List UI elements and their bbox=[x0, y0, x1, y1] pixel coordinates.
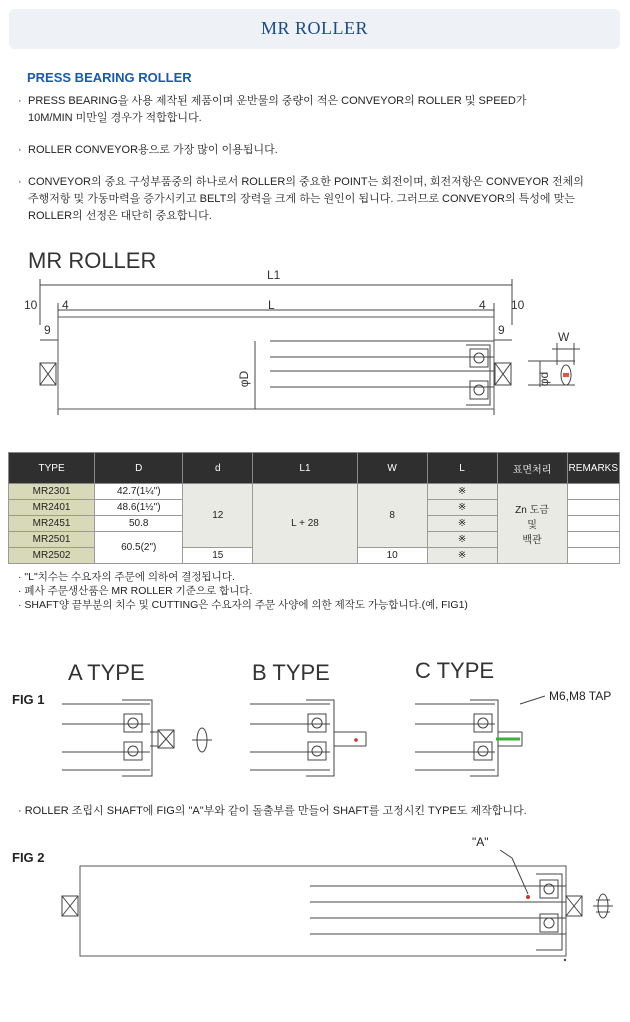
dim-left-4: 4 bbox=[62, 298, 69, 312]
finish-line: Zn 도금 bbox=[515, 505, 549, 516]
header-D: D bbox=[95, 453, 183, 484]
dim-right-4: 4 bbox=[479, 298, 486, 312]
diagram-title: MR ROLLER bbox=[28, 248, 157, 273]
note-item: · 폐사 주문생산품은 MR ROLLER 기준으로 합니다. bbox=[18, 585, 253, 597]
cell-D: 50.8 bbox=[95, 516, 183, 532]
bullet-text: CONVEYOR의 중요 구성부품중의 하나로서 ROLLER의 중요한 POINT는 회전이며, 회전저항은 CONVEYOR 전체의 bbox=[28, 176, 584, 188]
cell-remarks bbox=[567, 548, 619, 564]
cell-D: 48.6(1½") bbox=[95, 500, 183, 516]
fig1-type-b-title: B TYPE bbox=[252, 660, 330, 685]
dim-W: W bbox=[558, 330, 570, 344]
cell-L: ※ bbox=[427, 532, 497, 548]
fig1-label: FIG 1 bbox=[12, 692, 45, 707]
intro-bullet-1: · PRESS BEARING을 사용 제작된 제품이며 운반물의 중량이 적은 CONVEYOR의 ROLLER 및 SPEED가 10M/MIN 미만일 경우가 적합합니다. bbox=[18, 93, 526, 127]
cell-type: MR2401 bbox=[9, 500, 95, 516]
header-W: W bbox=[357, 453, 427, 484]
note-item: · "L"치수는 수요자의 주문에 의하여 결정됩니다. bbox=[18, 571, 235, 583]
note-text: SHAFT양 끝부분의 치수 및 CUTTING은 수요자의 주문 사양에 의한 제작도 가능합니다.(예, FIG1) bbox=[24, 599, 468, 611]
header-L1: L1 bbox=[253, 453, 357, 484]
dim-phi-d: φd bbox=[537, 371, 552, 387]
header-finish: 표면처리 bbox=[497, 453, 567, 484]
fig2-callout: "A" bbox=[472, 835, 489, 849]
fig1-note-text: ROLLER 조립시 SHAFT에 FIG의 "A"부와 같이 돌출부를 만들어 SHAFT를 고정시킨 TYPE도 제작합니다. bbox=[24, 805, 527, 817]
cell-L: ※ bbox=[427, 516, 497, 532]
page-title: MR ROLLER bbox=[260, 18, 368, 38]
cell-L1: L + 28 bbox=[253, 484, 357, 564]
roller-drawing bbox=[0, 265, 630, 425]
fig1-note: · ROLLER 조립시 SHAFT에 FIG의 "A"부와 같이 돌출부를 만들어 SHAFT를 고정시킨 TYPE도 제작합니다. bbox=[18, 805, 527, 817]
header-d: d bbox=[183, 453, 253, 484]
tap-label: M6,M8 TAP bbox=[549, 689, 612, 703]
cell-remarks bbox=[567, 484, 619, 500]
cell-type: MR2301 bbox=[9, 484, 95, 500]
bullet-text: ROLLER CONVEYOR용으로 가장 많이 이용됩니다. bbox=[28, 144, 278, 156]
fig2-label: FIG 2 bbox=[12, 850, 45, 865]
cell-finish bbox=[497, 484, 567, 564]
fig1-drawing bbox=[0, 690, 630, 785]
dim-right-10: 10 bbox=[511, 298, 525, 312]
dim-right-9: 9 bbox=[498, 323, 505, 337]
cell-d: 12 bbox=[183, 484, 253, 548]
table-header-row bbox=[9, 453, 620, 484]
header-L: L bbox=[427, 453, 497, 484]
bullet-text: 주행저항 및 가동마력을 증가시키고 BELT의 장력을 크게 하는 원인이 됩니다. 그러므로 CONVEYOR의 특성에 맞는 bbox=[28, 193, 575, 205]
cell-d: 15 bbox=[183, 548, 253, 564]
finish-line: 백관 bbox=[522, 535, 542, 546]
dim-left-9: 9 bbox=[44, 323, 51, 337]
cell-D: 60.5(2") bbox=[95, 532, 183, 564]
intro-bullet-3: · CONVEYOR의 중요 구성부품중의 하나로서 ROLLER의 중요한 POINT는 회전이며, 회전저항은 CONVEYOR 전체의 주행저항 및 가동마력을 증가시키고 BELT의 장력을 크게 하는 원인이 됩니다. 그러므로 CONVEYOR의 특성에 맞는 ROLLER의 선정은 대단히 중요합니다. bbox=[18, 174, 584, 225]
spec-table bbox=[8, 452, 620, 564]
cell-type: MR2502 bbox=[9, 548, 95, 564]
header-type: TYPE bbox=[9, 453, 95, 484]
header-remarks: REMARKS bbox=[567, 453, 619, 484]
dim-L1: L1 bbox=[267, 268, 281, 282]
cell-D: 42.7(1¼") bbox=[95, 484, 183, 500]
cell-W: 8 bbox=[357, 484, 427, 548]
cell-W: 10 bbox=[357, 548, 427, 564]
bullet-text: ROLLER의 선정은 대단히 중요합니다. bbox=[28, 210, 212, 222]
cell-remarks bbox=[567, 516, 619, 532]
fig1-type-c-title: C TYPE bbox=[415, 658, 495, 683]
cell-remarks bbox=[567, 500, 619, 516]
section-title: PRESS BEARING ROLLER bbox=[27, 70, 192, 85]
cell-L: ※ bbox=[427, 548, 497, 564]
note-text: 폐사 주문생산품은 MR ROLLER 기준으로 합니다. bbox=[24, 585, 253, 597]
intro-bullet-2: · ROLLER CONVEYOR용으로 가장 많이 이용됩니다. bbox=[18, 144, 278, 156]
finish-line: 및 bbox=[527, 520, 537, 531]
dim-L: L bbox=[268, 298, 275, 312]
table-row bbox=[9, 484, 620, 500]
note-item: · SHAFT양 끝부분의 치수 및 CUTTING은 수요자의 주문 사양에 의한 제작도 가능합니다.(예, FIG1) bbox=[18, 599, 468, 611]
fig1-type-a-title: A TYPE bbox=[68, 660, 145, 685]
table-notes bbox=[18, 570, 468, 612]
cell-remarks bbox=[567, 532, 619, 548]
dim-phi-D: φD bbox=[237, 370, 252, 388]
cell-type: MR2501 bbox=[9, 532, 95, 548]
cell-L: ※ bbox=[427, 484, 497, 500]
bullet-text: 10M/MIN 미만일 경우가 적합합니다. bbox=[28, 112, 202, 124]
dim-left-10: 10 bbox=[24, 298, 38, 312]
cell-L: ※ bbox=[427, 500, 497, 516]
cell-type: MR2451 bbox=[9, 516, 95, 532]
note-text: "L"치수는 수요자의 주문에 의하여 결정됩니다. bbox=[24, 571, 235, 583]
bullet-text: PRESS BEARING을 사용 제작된 제품이며 운반물의 중량이 적은 CONVEYOR의 ROLLER 및 SPEED가 bbox=[28, 95, 527, 107]
fig2-drawing bbox=[0, 850, 630, 970]
title-banner bbox=[9, 9, 620, 49]
